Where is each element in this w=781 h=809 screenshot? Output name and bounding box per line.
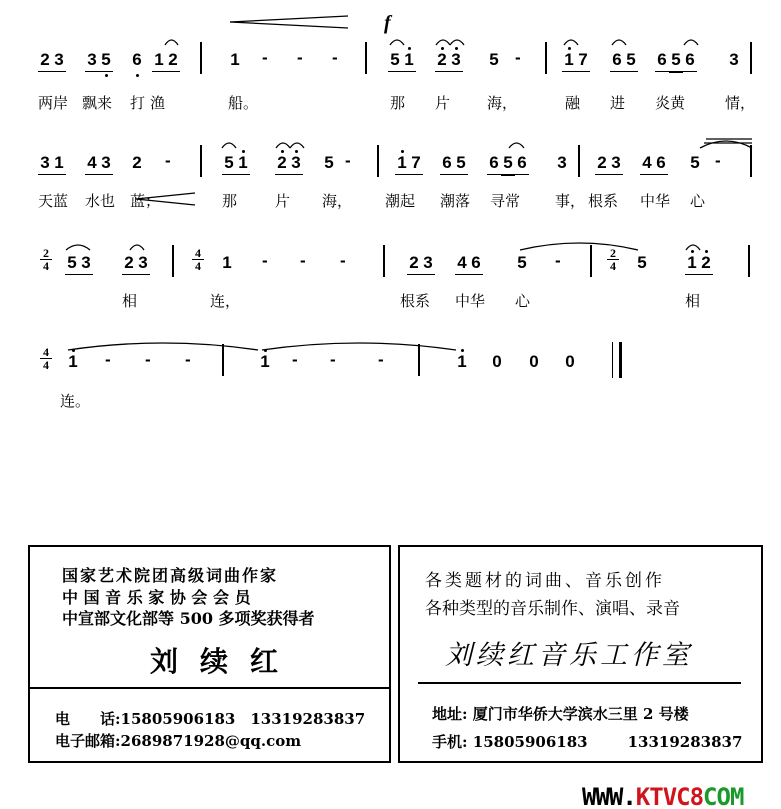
lyric: 船。 [228, 94, 259, 112]
note: 6 [657, 50, 667, 69]
note: 1 [222, 253, 232, 272]
studio-name: 刘续红音乐工作室 [445, 640, 693, 671]
rest: 0 [565, 352, 575, 371]
note: 5 [324, 153, 334, 172]
address-label: 地址: [432, 705, 468, 723]
extension-dash: - [330, 350, 336, 369]
note: 5 [224, 153, 234, 172]
time-sig-denominator: 4 [610, 259, 616, 273]
mobile-2: 13319283837 [627, 733, 743, 751]
lyric: 那 [390, 94, 406, 112]
note: 1 [54, 153, 64, 172]
author-name: 刘续红 [150, 645, 301, 678]
lyric: 相 [685, 292, 701, 310]
slur-icon [450, 40, 464, 45]
note: 2 [409, 253, 419, 272]
dynamic-forte: f [384, 12, 391, 34]
note: 5 [99, 50, 113, 70]
note: 2 [275, 153, 289, 173]
tie-icon [700, 141, 752, 148]
slur-icon [509, 143, 524, 148]
slur-icon [564, 40, 578, 45]
note: 6 [612, 50, 622, 69]
address-value: 厦门市华侨大学滨水三里 2 号楼 [472, 705, 689, 723]
note: 5 [517, 253, 527, 272]
lyric: 那 [222, 192, 238, 210]
slur-icon [612, 40, 626, 45]
lyric: 连， [210, 292, 241, 310]
note: 3 [729, 50, 739, 69]
note: 1 [236, 153, 250, 173]
note: 5 [67, 253, 77, 272]
lyric: 海， [322, 192, 353, 210]
lyric: 海， [487, 94, 518, 112]
email-label: 电子邮箱: [55, 732, 121, 750]
lyric: 飘来 [82, 94, 113, 112]
card-divider [30, 687, 389, 689]
extension-dash: - [105, 350, 111, 369]
extension-dash: - [515, 48, 521, 67]
note: 1 [258, 352, 272, 372]
note: 5 [501, 153, 515, 176]
rest: 0 [492, 352, 502, 371]
rest: 0 [529, 352, 539, 371]
service-line: 各类题材的词曲、音乐创作 [425, 571, 665, 591]
note: 2 [132, 153, 142, 172]
extension-dash: - [345, 151, 351, 170]
lyric: 事， [555, 192, 586, 210]
note: 3 [611, 153, 621, 172]
note: 3 [54, 50, 64, 69]
note: 1 [230, 50, 240, 69]
lyric: 炎黄 [655, 94, 686, 112]
time-sig-denominator: 4 [43, 259, 49, 273]
credential-line: 国家艺术院团高级词曲作家 [62, 566, 279, 585]
note: 2 [168, 50, 178, 69]
slur-icon [130, 245, 144, 250]
note: 2 [40, 50, 50, 69]
note: 5 [390, 50, 400, 69]
note: 3 [138, 253, 148, 272]
note: 6 [471, 253, 481, 272]
note: 3 [423, 253, 433, 272]
time-sig-denominator: 4 [195, 259, 201, 273]
time-sig-denominator: 4 [43, 358, 49, 372]
slur-icon [222, 143, 236, 148]
note: 2 [435, 50, 449, 70]
lyric: 两岸 [38, 94, 69, 112]
lyric: 中华 [455, 292, 486, 310]
extension-dash: - [262, 48, 268, 67]
note: 4 [87, 153, 97, 172]
note: 3 [101, 153, 111, 172]
note: 1 [395, 153, 409, 173]
lyric: 片 [275, 192, 291, 210]
crescendo-hairpin-icon [136, 199, 195, 205]
service-line: 各种类型的音乐制作、演唱、录音 [425, 599, 680, 619]
lyric: 寻常 [490, 192, 521, 210]
extension-dash: - [165, 151, 171, 170]
lyric: 打 [130, 94, 146, 112]
note: 6 [442, 153, 452, 172]
note: 5 [669, 50, 683, 73]
crescendo-hairpin-icon [230, 22, 348, 28]
lyric: 进 [610, 94, 626, 112]
lyric: 根系 [400, 292, 431, 310]
lyric: 片 [435, 94, 451, 112]
email-value: 2689871928@qq.com [120, 732, 302, 750]
slur-icon [684, 40, 698, 45]
extension-dash: - [292, 350, 298, 369]
note: 1 [562, 50, 576, 70]
extension-dash: - [332, 48, 338, 67]
time-sig-numerator: 2 [40, 247, 52, 260]
note: 4 [642, 153, 652, 172]
slur-icon [390, 40, 404, 45]
extension-dash: - [715, 151, 721, 170]
time-sig-numerator: 4 [192, 247, 204, 260]
slur-icon [276, 143, 290, 148]
lyric: 心 [690, 192, 706, 210]
phone-value: 15805906183 13319283837 [120, 710, 366, 728]
tie-icon [262, 343, 456, 350]
tie-icon [520, 243, 638, 250]
note: 6 [130, 50, 144, 70]
lyric: 蓝； [130, 192, 161, 210]
note: 2 [597, 153, 607, 172]
note: 1 [455, 352, 469, 372]
lyric: 融 [565, 94, 581, 112]
note: 3 [87, 50, 97, 69]
note: 2 [699, 253, 713, 273]
note: 5 [690, 153, 700, 172]
extension-dash: - [300, 251, 306, 270]
note: 6 [517, 153, 527, 172]
credential-line: 中宣部文化部等 500 多项奖获得者 [62, 609, 315, 628]
mobile-label: 手机: [432, 733, 468, 751]
extension-dash: - [340, 251, 346, 270]
note: 6 [489, 153, 499, 172]
note: 5 [456, 153, 466, 172]
lyric: 连。 [60, 392, 91, 410]
lyric: 根系 [588, 192, 619, 210]
crescendo-hairpin-icon [136, 193, 195, 199]
lyric: 水也 [85, 192, 116, 210]
note: 3 [81, 253, 91, 272]
slur-icon [165, 40, 178, 45]
lyric: 心 [515, 292, 531, 310]
crescendo-hairpin-icon [230, 16, 348, 22]
note: 1 [685, 253, 699, 273]
note: 2 [124, 253, 134, 272]
note: 3 [557, 153, 567, 172]
lyric: 潮起 [385, 192, 416, 210]
note: 4 [457, 253, 467, 272]
card-right-divider [418, 682, 741, 684]
slur-icon [290, 143, 304, 148]
credential-line: 中 国 音 乐 家 协 会 会 员 [62, 588, 251, 607]
lyric: 情， [725, 94, 756, 112]
note: 1 [154, 50, 164, 69]
phone-label: 电 话: [55, 710, 121, 728]
extension-dash: - [145, 350, 151, 369]
slur-icon [436, 40, 450, 45]
time-sig-numerator: 4 [40, 346, 52, 359]
lyric: 相 [122, 292, 138, 310]
note: 3 [449, 50, 463, 70]
extension-dash: - [378, 350, 384, 369]
note: 5 [626, 50, 636, 69]
note: 6 [685, 50, 695, 69]
note: 5 [489, 50, 499, 69]
slur-icon [686, 245, 700, 250]
extension-dash: - [262, 251, 268, 270]
lyric: 潮落 [440, 192, 471, 210]
lyric: 天蓝 [38, 192, 69, 210]
extension-dash: - [555, 251, 561, 270]
note: 5 [637, 253, 647, 272]
lyric: 渔 [150, 94, 166, 112]
extension-dash: - [185, 350, 191, 369]
extension-dash: - [297, 48, 303, 67]
note: 7 [578, 50, 588, 69]
note: 6 [656, 153, 666, 172]
note: 3 [289, 153, 303, 173]
watermark-logo: WWW.KTVC8COM [582, 783, 744, 809]
lyric: 中华 [640, 192, 671, 210]
note: 1 [66, 352, 80, 372]
mobile-1: 15805906183 [472, 733, 588, 751]
note: 3 [40, 153, 50, 172]
note: 7 [411, 153, 421, 172]
note: 1 [402, 50, 416, 70]
slur-icon [66, 245, 90, 250]
time-sig-numerator: 2 [607, 247, 619, 260]
tie-icon [68, 343, 258, 350]
